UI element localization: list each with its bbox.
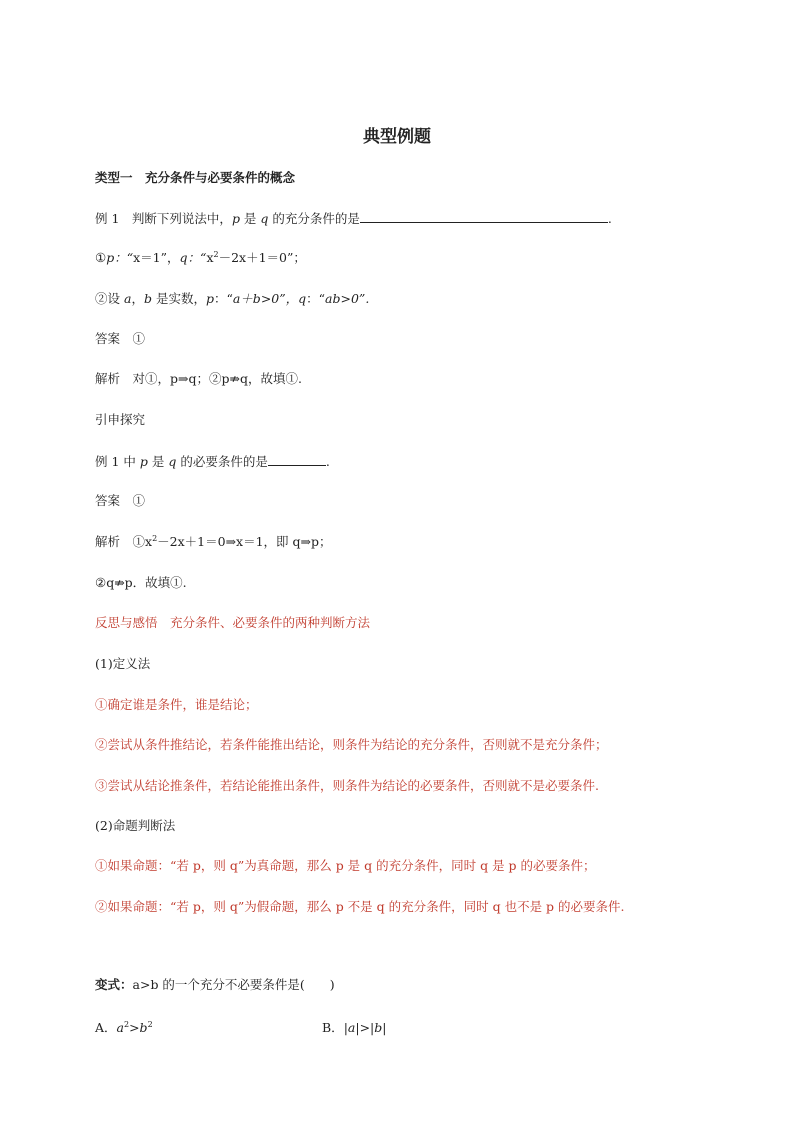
method-1-step-2: ②尝试从条件推结论，若条件能推出结论，则条件为结论的充分条件，否则就不是充分条件； [95, 737, 608, 752]
item-2-t1: ②设 [95, 291, 124, 306]
example-1 [95, 210, 612, 227]
option-a[interactable] [95, 1018, 153, 1036]
answer-1-value: ① [132, 331, 146, 346]
example-1-prefix: 例 1 判断下列说法中， [95, 211, 232, 226]
item-2-t3: 是实数， [151, 291, 206, 306]
item-2-t4: ：“ [213, 291, 233, 306]
example-1b-suffix: 的必要条件的是 [176, 454, 268, 469]
item-1 [95, 250, 306, 266]
method-2-step-1: ①如果命题：“若 p，则 q”为真命题，那么 p 是 q 的充分条件，同时 q 是 p 的必要条件； [95, 858, 596, 873]
method-1-step-3: ③尝试从结论推条件，若结论能推出条件，则条件为结论的必要条件，否则就不是必要条件. [95, 778, 599, 793]
section-heading: 类型一 充分条件与必要条件的概念 [95, 170, 296, 185]
option-b-text: |a|>|b| [343, 1020, 387, 1035]
option-b-label: B． [322, 1020, 344, 1035]
method-2-step-2: ②如果命题：“若 p，则 q”为假命题，那么 p 不是 q 的充分条件，同时 q 也不是 p 的必要条件. [95, 899, 625, 914]
method-1-heading: (1)定义法 [95, 656, 151, 671]
analysis-2-t3: －2x＋1＝0⇒x＝1，即 q⇒p； [157, 534, 332, 549]
answer-1-label: 答案 [95, 331, 133, 346]
example-1-mid: 是 [239, 211, 261, 226]
answer-2 [95, 493, 145, 509]
var-p: p [139, 454, 148, 469]
option-a-sup2: 2 [147, 1019, 153, 1029]
method-1-step-1: ①确定谁是条件，谁是结论； [95, 697, 258, 712]
variant-label: 变式： [95, 977, 133, 992]
analysis-1 [95, 371, 302, 387]
var-q: q [260, 211, 269, 226]
option-b[interactable] [322, 1018, 386, 1036]
example-1b-end: . [325, 454, 330, 469]
item-1-text3: q：“ [179, 250, 207, 265]
example-1b-prefix: 例 1 中 [95, 454, 140, 469]
answer-1 [95, 331, 145, 347]
item-1-text6: －2x＋1＝0”； [218, 250, 306, 265]
example-1b-mid: 是 [147, 454, 169, 469]
example-1b [95, 453, 330, 470]
analysis-2-label: 解析 [95, 534, 133, 549]
analysis-1-text: 对①，p⇒q；②p⇏q，故填①. [132, 371, 302, 386]
analysis-2-sup: 2 [152, 533, 158, 543]
example-1-suffix: 的充分条件的是 [268, 211, 360, 226]
analysis-2-t1: ①x [132, 534, 153, 549]
item-1-label: ① [95, 250, 107, 265]
option-a-label: A． [95, 1020, 117, 1035]
var-a: a [123, 291, 132, 306]
variant-text: a>b 的一个充分不必要条件是( ) [132, 977, 335, 992]
example-1-end: . [607, 211, 612, 226]
item-2-t5: a＋b>0”， [232, 291, 299, 306]
item-2-t6: ：“ [306, 291, 326, 306]
option-a-t2: >b [129, 1020, 148, 1035]
item-1-text1: p：“ [106, 250, 134, 265]
var-q: q [168, 454, 177, 469]
item-2-t7: ab>0”. [325, 291, 370, 306]
method-2-heading: (2)命题判断法 [95, 818, 176, 833]
extension-heading: 引申探究 [95, 412, 146, 427]
var-q: q [298, 291, 307, 306]
item-1-text4: x [206, 250, 214, 265]
item-2-t2: ， [131, 291, 144, 306]
item-1-sup: 2 [213, 249, 219, 259]
reflection-heading: 反思与感悟 充分条件、必要条件的两种判断方法 [95, 615, 371, 630]
option-a-sup1: 2 [123, 1019, 130, 1029]
var-p: p [205, 291, 214, 306]
item-1-text2: x＝1”， [133, 250, 180, 265]
analysis-2 [95, 534, 332, 550]
answer-2-label: 答案 [95, 493, 133, 508]
analysis-1-label: 解析 [95, 371, 133, 386]
item-2 [95, 291, 369, 307]
option-a-t1: a [116, 1020, 124, 1035]
page-title: 典型例题 [363, 127, 431, 147]
variant-question [95, 977, 335, 993]
var-p: p [231, 211, 240, 226]
analysis-2b: ②q⇏p．故填①. [95, 575, 187, 590]
answer-blank[interactable] [268, 453, 326, 466]
answer-2-value: ① [132, 493, 146, 508]
answer-blank[interactable] [360, 210, 608, 223]
var-b: b [143, 291, 152, 306]
